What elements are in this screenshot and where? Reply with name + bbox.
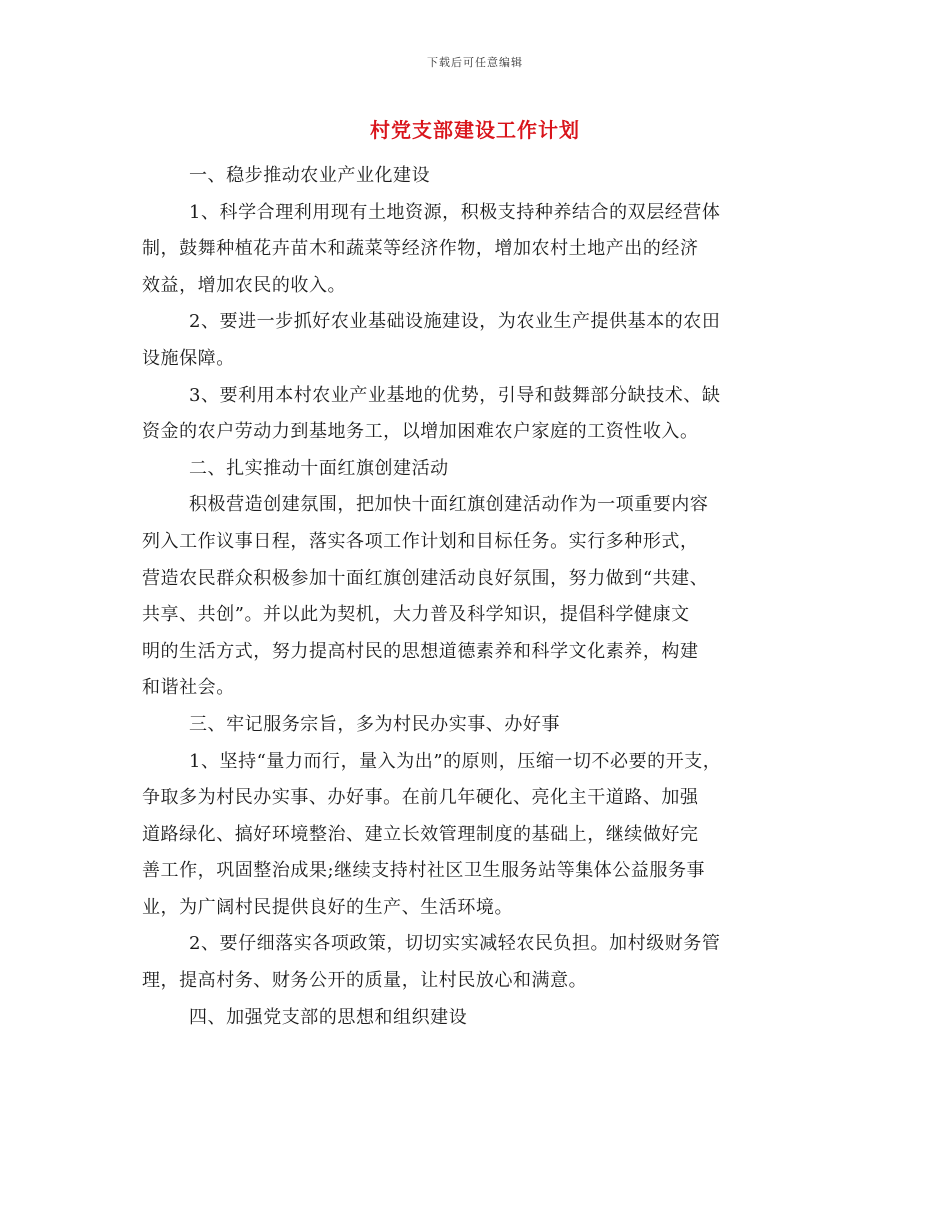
text-line: 2、要仔细落实各项政策，切切实实减轻农民负担。加村级财务管 <box>189 933 721 955</box>
text-line: 2、要进一步抓好农业基础设施建设，为农业生产提供基本的农田 <box>189 311 721 333</box>
text-line: 3、要利用本村农业产业基地的优势，引导和鼓舞部分缺技术、缺 <box>189 384 721 406</box>
text-line: 理，提高村务、财务公开的质量，让村民放心和满意。 <box>142 970 588 992</box>
text-line: 效益，增加农民的收入。 <box>142 274 347 296</box>
text-line: 四、加强党支部的思想和组织建设 <box>189 1006 468 1028</box>
text-line: 善工作，巩固整治成果;继续支持村社区卫生服务站等集体公益服务事 <box>142 860 706 882</box>
text-line: 二、扎实推动十面红旗创建活动 <box>189 457 449 479</box>
text-line: 三、牢记服务宗旨，多为村民办实事、办好事 <box>189 713 560 735</box>
text-line: 设施保障。 <box>142 347 235 369</box>
text-line: 业，为广阔村民提供良好的生产、生活环境。 <box>142 896 513 918</box>
text-line: 列入工作议事日程，落实各项工作计划和目标任务。实行多种形式， <box>142 530 699 552</box>
document-title: 村党支部建设工作计划 <box>370 118 580 142</box>
text-line: 1、坚持“量力而行，量入为出”的原则，压缩一切不必要的开支， <box>189 750 722 772</box>
text-line: 争取多为村民办实事、办好事。在前几年硬化、亮化主干道路、加强 <box>142 787 699 809</box>
text-line: 明的生活方式，努力提高村民的思想道德素养和科学文化素养，构建 <box>142 640 699 662</box>
text-line: 一、稳步推动农业产业化建设 <box>189 165 431 186</box>
text-line: 道路绿化、搞好环境整治、建立长效管理制度的基础上，继续做好完 <box>142 823 699 845</box>
text-line: 资金的农户劳动力到基地务工，以增加困难农户家庭的工资性收入。 <box>142 421 699 443</box>
text-line: 和谐社会。 <box>142 677 235 699</box>
text-line: 共享、共创”。并以此为契机，大力普及科学知识，提倡科学健康文 <box>142 604 690 626</box>
text-line: 1、科学合理利用现有土地资源，积极支持种养结合的双层经营体 <box>189 201 721 223</box>
header-note: 下载后可任意编辑 <box>427 56 523 69</box>
text-line: 制，鼓舞种植花卉苗木和蔬菜等经济作物，增加农村土地产出的经济 <box>142 238 699 260</box>
text-line: 积极营造创建氛围，把加快十面红旗创建活动作为一项重要内容 <box>189 494 709 516</box>
document-body <box>142 158 822 1036</box>
text-line: 营造农民群众积极参加十面红旗创建活动良好氛围，努力做到“共建、 <box>142 567 709 589</box>
